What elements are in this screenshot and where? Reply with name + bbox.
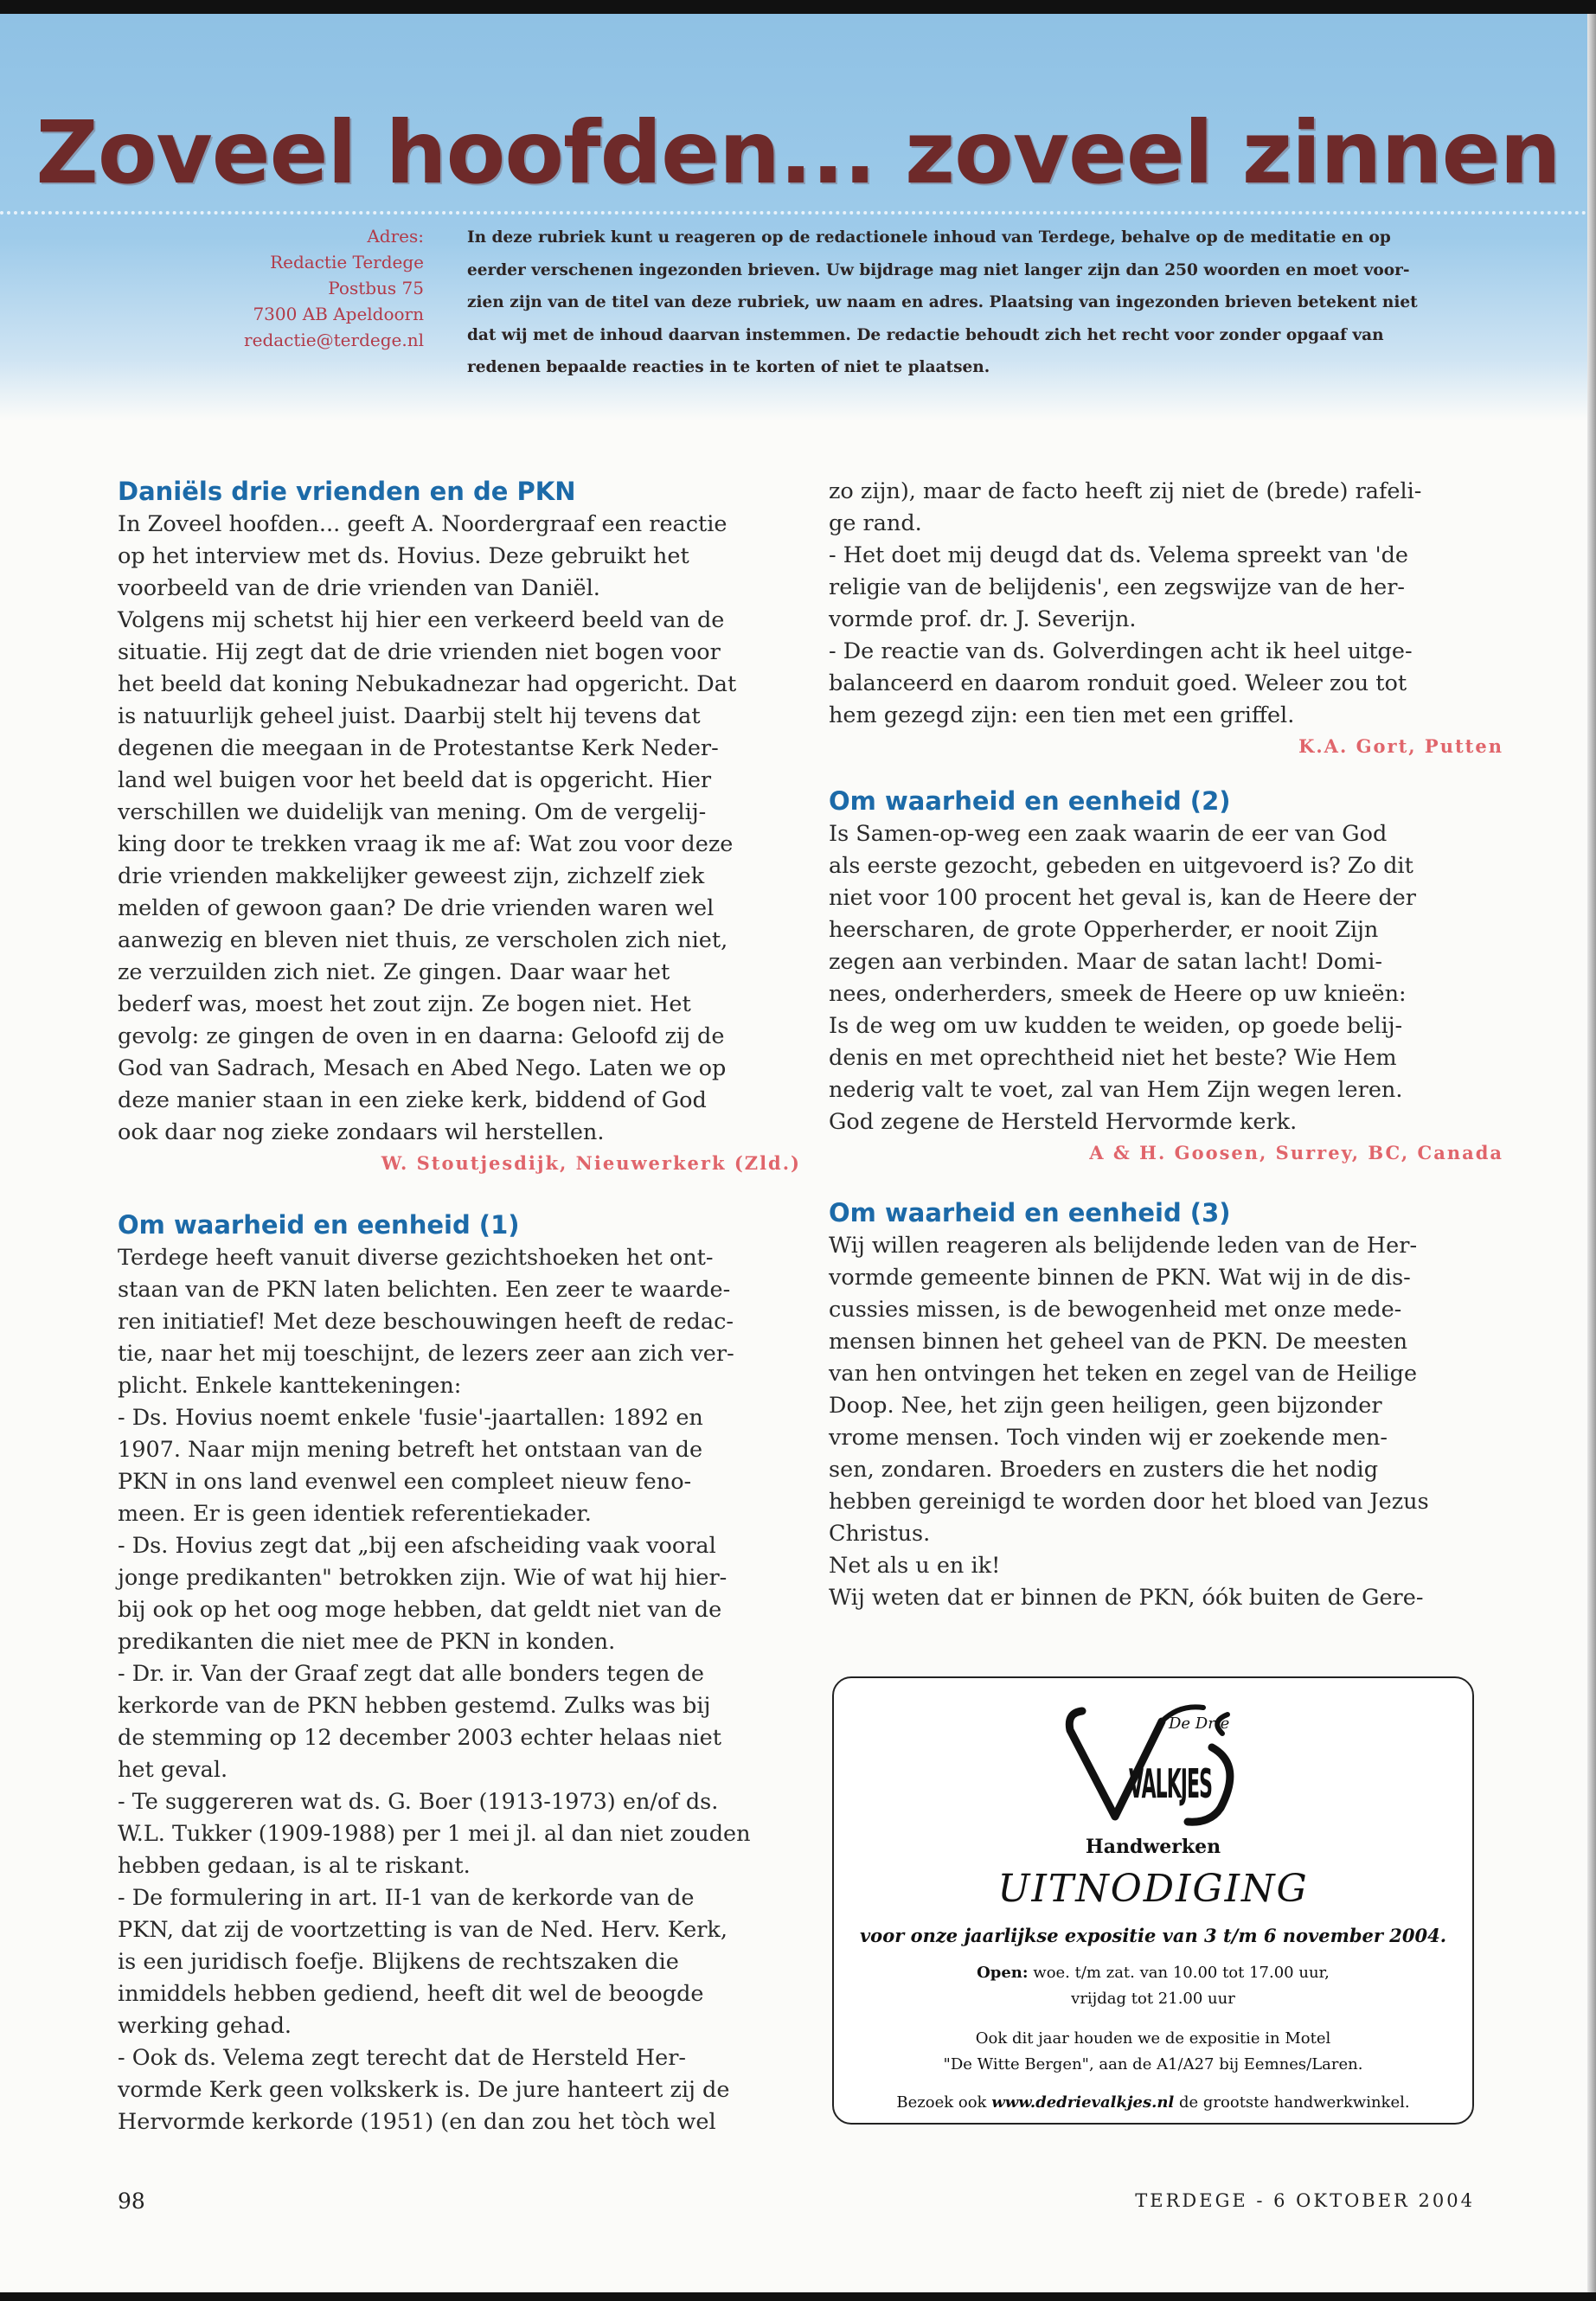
article-text-line: - Te suggereren wat ds. G. Boer (1913-1973) en/of ds. bbox=[118, 1789, 719, 1815]
article bbox=[118, 1209, 801, 2138]
article-text-line: PKN, dat zij de voortzetting is van de Ned. Herv. Kerk, bbox=[118, 1917, 727, 1943]
article-text-line: zegen aan verbinden. Maar de satan lacht! Domi- bbox=[829, 949, 1383, 975]
article-text-line: Is Samen-op-weg een zaak waarin de eer van God bbox=[829, 821, 1388, 847]
article-text-line: zo zijn), maar de facto heeft zij niet de (brede) rafeli- bbox=[829, 478, 1422, 504]
article-text-line: tie, naar het mij toeschijnt, de lezers zeer aan zich ver- bbox=[118, 1341, 734, 1367]
address-email[interactable]: redactie@terdege.nl bbox=[244, 330, 424, 350]
article-text-line: God zegene de Hersteld Hervormde kerk. bbox=[829, 1109, 1298, 1135]
logo-graphic bbox=[1058, 1695, 1248, 1834]
article-text-line: hebben gereinigd te worden door het bloed van Jezus bbox=[829, 1489, 1429, 1515]
article-text-line: vormde Kerk geen volkskerk is. De jure hanteert zij de bbox=[118, 2077, 730, 2103]
intro-text bbox=[467, 221, 1479, 384]
address-block bbox=[173, 223, 424, 353]
article-text-line: heerscharen, de grote Opperherder, er nooit Zijn bbox=[829, 917, 1379, 943]
article-text-line: - De formulering in art. II-1 van de kerkorde van de bbox=[118, 1885, 695, 1911]
article-text-line: ze verzuilden zich niet. Ze gingen. Daar waar het bbox=[118, 959, 670, 985]
page-edge bbox=[1587, 14, 1596, 2292]
intro-line: redenen bepaalde reacties in te korten of niet te plaatsen. bbox=[467, 358, 990, 376]
article-text-line: mensen binnen het geheel van de PKN. De meesten bbox=[829, 1329, 1408, 1355]
article-text-line: verschillen we duidelijk van mening. Om de vergelij- bbox=[118, 799, 707, 825]
article-text-line: Is de weg om uw kudden te weiden, op goede belij- bbox=[829, 1013, 1403, 1039]
website-link[interactable]: www.dedrievalkjes.nl bbox=[991, 2093, 1175, 2112]
article-text-line: vormde gemeente binnen de PKN. Wat wij in de dis- bbox=[829, 1265, 1411, 1291]
article-text-line: drie vrienden makkelijker geweest zijn, zichzelf ziek bbox=[118, 863, 705, 889]
intro-line: zien zijn van de titel van deze rubriek, uw naam en adres. Plaatsing van ingezonden brieven betekent niet bbox=[467, 293, 1418, 311]
article-signature: W. Stoutjesdijk, Nieuwerkerk (Zld.) bbox=[381, 1152, 801, 1174]
article-signature: A & H. Goosen, Surrey, BC, Canada bbox=[1089, 1142, 1503, 1163]
article-text-line: Terdege heeft vanuit diverse gezichtshoeken het ont- bbox=[118, 1245, 714, 1271]
article-text-line: gevolg: ze gingen de oven in en daarna: Geloofd zij de bbox=[118, 1023, 725, 1049]
open-line1: woe. t/m zat. van 10.00 tot 17.00 uur, bbox=[1033, 1964, 1330, 1982]
article-text-line: op het interview met ds. Hovius. Deze gebruikt het bbox=[118, 543, 689, 569]
location-line2: "De Witte Bergen", aan de A1/A27 bij Eemnes/Laren. bbox=[943, 2055, 1363, 2073]
article-text-line: land wel buigen voor het beeld dat is opgericht. Hier bbox=[118, 767, 712, 793]
visit-suffix: de grootste handwerkwinkel. bbox=[1179, 2093, 1410, 2112]
dotted-divider bbox=[0, 211, 1587, 215]
article-text-line: Christus. bbox=[829, 1521, 931, 1547]
article-text-line: Doop. Nee, het zijn geen heiligen, geen bijzonder bbox=[829, 1393, 1382, 1419]
article-text-line: het beeld dat koning Nebukadnezar had opgericht. Dat bbox=[118, 671, 737, 697]
logo-top-text: De Drie bbox=[1169, 1715, 1230, 1733]
address-line: 7300 AB Apeldoorn bbox=[253, 304, 424, 324]
article-text-line: ren initiatief! Met deze beschouwingen heeft de redac- bbox=[118, 1309, 734, 1335]
article-text-line: balanceerd en daarom ronduit goed. Weleer zou tot bbox=[829, 670, 1407, 696]
visit-prefix: Bezoek ook bbox=[896, 2093, 987, 2112]
article-text-line: - Het doet mij deugd dat ds. Velema spreekt van 'de bbox=[829, 542, 1409, 568]
address-line: Redactie Terdege bbox=[270, 252, 424, 272]
article-text-line: God van Sadrach, Mesach en Abed Nego. Laten we op bbox=[118, 1055, 727, 1081]
article-text-line: denis en met oprechtheid niet het beste? Wie Hem bbox=[829, 1045, 1397, 1071]
article-text-line: In Zoveel hoofden... geeft A. Noordergraaf een reactie bbox=[118, 511, 727, 537]
article-text-line: - Dr. ir. Van der Graaf zegt dat alle bonders tegen de bbox=[118, 1661, 704, 1687]
article bbox=[829, 476, 1503, 761]
article bbox=[829, 785, 1503, 1168]
article-text-line: hem gezegd zijn: een tien met een griffel. bbox=[829, 702, 1295, 728]
article-text-line: W.L. Tukker (1909-1988) per 1 mei jl. al dan niet zouden bbox=[118, 1821, 751, 1847]
article-text-line: nederig valt te voet, zal van Hem Zijn wegen leren. bbox=[829, 1077, 1403, 1103]
article-text-line: predikanten die niet mee de PKN in konden. bbox=[118, 1629, 616, 1655]
article-text-line: - Ds. Hovius zegt dat „bij een afscheiding vaak vooral bbox=[118, 1533, 716, 1559]
article-text-line: Hervormde kerkorde (1951) (en dan zou het tòch wel bbox=[118, 2109, 716, 2135]
article-text-line: - Ook ds. Velema zegt terecht dat de Hersteld Her- bbox=[118, 2045, 686, 2071]
intro-line: eerder verschenen ingezonden brieven. Uw bijdrage mag niet langer zijn dan 250 woorden en moet voor- bbox=[467, 260, 1410, 279]
article-text-line: religie van de belijdenis', een zegswijze van de her- bbox=[829, 574, 1406, 600]
article-text-line: deze manier staan in een zieke kerk, biddend of God bbox=[118, 1087, 707, 1113]
location-line1: Ook dit jaar houden we de expositie in Motel bbox=[975, 2029, 1331, 2048]
opening-hours bbox=[834, 1960, 1472, 1986]
article-text-line: degenen die meegaan in de Protestantse Kerk Neder- bbox=[118, 735, 719, 761]
open-line2: vrijdag tot 21.00 uur bbox=[1071, 1990, 1235, 2008]
article-signature: K.A. Gort, Putten bbox=[1298, 735, 1503, 757]
article-text-line: - Ds. Hovius noemt enkele 'fusie'-jaartallen: 1892 en bbox=[118, 1405, 703, 1431]
article-text-line: is een juridisch foefje. Blijkens de rechtszaken die bbox=[118, 1949, 679, 1975]
article-text-line: is natuurlijk geheel juist. Daarbij stelt hij tevens dat bbox=[118, 703, 701, 729]
article bbox=[829, 1197, 1503, 1614]
article-text-line: aanwezig en bleven niet thuis, ze verscholen zich niet, bbox=[118, 927, 728, 953]
address-label: Adres: bbox=[367, 226, 424, 247]
article-text-line: werking gehad. bbox=[118, 2013, 292, 2039]
article-text-line: vrome mensen. Toch vinden wij er zoekende men- bbox=[829, 1425, 1388, 1451]
article-text-line: Wij weten dat er binnen de PKN, óók buiten de Gere- bbox=[829, 1585, 1424, 1611]
intro-line: dat wij met de inhoud daarvan instemmen. De redactie behoudt zich het recht voor zonder opgaaf van bbox=[467, 325, 1384, 344]
article-text-line: inmiddels hebben gediend, heeft dit wel de beoogde bbox=[118, 1981, 704, 2007]
article-text-line: bederf was, moest het zout zijn. Ze bogen niet. Het bbox=[118, 991, 691, 1017]
article-text-line: kerkorde van de PKN hebben gestemd. Zulks was bij bbox=[118, 1693, 711, 1719]
article-text-line: hebben gedaan, is al te riskant. bbox=[118, 1853, 471, 1879]
article-text-line: van hen ontvingen het teken en zegel van de Heilige bbox=[829, 1361, 1418, 1387]
article-text-line: staan van de PKN laten belichten. Een zeer te waarde- bbox=[118, 1277, 731, 1303]
valkjes-logo bbox=[1058, 1695, 1248, 1834]
article-text-line: de stemming op 12 december 2003 echter helaas niet bbox=[118, 1725, 721, 1751]
article-text-line: jonge predikanten" betrokken zijn. Wie of wat hij hier- bbox=[118, 1565, 727, 1591]
article-text-line: - De reactie van ds. Golverdingen acht ik heel uitge- bbox=[829, 638, 1413, 664]
ad-title: UITNODIGING bbox=[997, 1867, 1309, 1911]
article-text-line: melden of gewoon gaan? De drie vrienden waren wel bbox=[118, 895, 715, 921]
article-text-line: Wij willen reageren als belijdende leden van de Her- bbox=[829, 1233, 1418, 1259]
article-text-line: sen, zondaren. Broeders en zusters die het nodig bbox=[829, 1457, 1379, 1483]
article-text-line: plicht. Enkele kanttekeningen: bbox=[118, 1373, 462, 1399]
right-column bbox=[829, 476, 1503, 1614]
article-text-line: king door te trekken vraag ik me af: Wat zou voor deze bbox=[118, 831, 734, 857]
visit-line bbox=[834, 2090, 1472, 2116]
article-text-line: ge rand. bbox=[829, 510, 922, 536]
article-headline: Om waarheid en eenheid (2) bbox=[829, 786, 1231, 816]
article-text-line: niet voor 100 procent het geval is, kan de Heere der bbox=[829, 885, 1416, 911]
article-text-line: het geval. bbox=[118, 1757, 228, 1783]
page-title: Zoveel hoofden... zoveel zinnen bbox=[35, 102, 1561, 203]
logo-main-text: VALKJES bbox=[1129, 1760, 1212, 1807]
article-headline: Daniëls drie vrienden en de PKN bbox=[118, 477, 576, 506]
ad-subtitle: voor onze jaarlijkse expositie van 3 t/m 6 november 2004. bbox=[859, 1925, 1447, 1946]
article-text-line: cussies missen, is de bewogenheid met onze mede- bbox=[829, 1297, 1402, 1323]
advertisement bbox=[832, 1676, 1474, 2125]
page-number: 98 bbox=[118, 2189, 145, 2214]
intro-line: In deze rubriek kunt u reageren op de redactionele inhoud van Terdege, behalve op de meditatie en op bbox=[467, 228, 1391, 247]
article-text-line: voorbeeld van de drie vrienden van Daniël. bbox=[118, 575, 600, 601]
address-line: Postbus 75 bbox=[328, 278, 424, 298]
article-headline: Om waarheid en eenheid (1) bbox=[118, 1210, 520, 1240]
article bbox=[118, 476, 801, 1178]
publication-info: TERDEGE - 6 OKTOBER 2004 bbox=[1135, 2190, 1475, 2211]
article-text-line: ook daar nog zieke zondaars wil herstellen. bbox=[118, 1119, 605, 1145]
article-text-line: meen. Er is geen identiek referentiekader. bbox=[118, 1501, 592, 1527]
article-text-line: bij ook op het oog moge hebben, dat geldt niet van de bbox=[118, 1597, 722, 1623]
left-column bbox=[118, 476, 801, 2138]
article-text-line: PKN in ons land evenwel een compleet nieuw feno- bbox=[118, 1469, 692, 1495]
logo-subtitle: Handwerken bbox=[1085, 1836, 1221, 1858]
article-text-line: Volgens mij schetst hij hier een verkeerd beeld van de bbox=[118, 607, 725, 633]
article-text-line: Net als u en ik! bbox=[829, 1553, 1001, 1579]
article-text-line: als eerste gezocht, gebeden en uitgevoerd is? Zo dit bbox=[829, 853, 1413, 879]
article-text-line: situatie. Hij zegt dat de drie vrienden niet bogen voor bbox=[118, 639, 721, 665]
article-text-line: nees, onderherders, smeek de Heere op uw knieën: bbox=[829, 981, 1407, 1007]
article-text-line: 1907. Naar mijn mening betreft het ontstaan van de bbox=[118, 1437, 703, 1463]
article-text-line: vormde prof. dr. J. Severijn. bbox=[829, 606, 1137, 632]
article-headline: Om waarheid en eenheid (3) bbox=[829, 1198, 1231, 1227]
open-label: Open: bbox=[977, 1964, 1029, 1982]
